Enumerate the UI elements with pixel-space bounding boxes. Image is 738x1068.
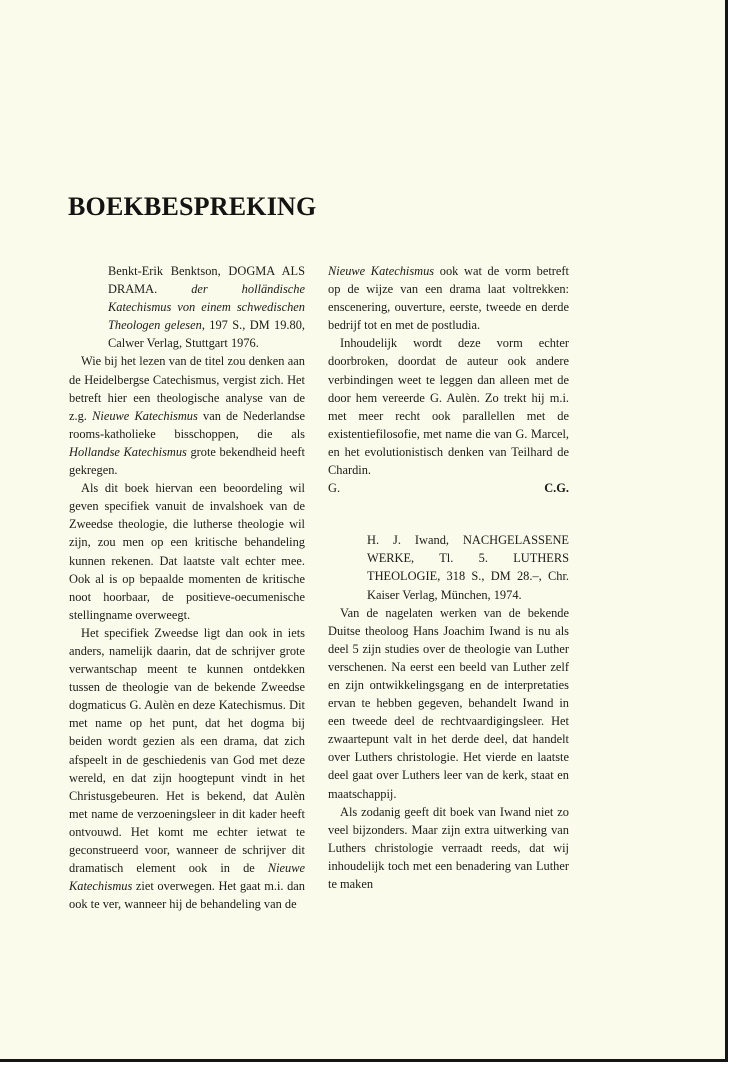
signature-right: C.G. <box>544 481 569 496</box>
review2-reference: H. J. Iwand, NACHGELASSENE WERKE, Tl. 5. LUTHERS THEOLOGIE, 318 S., DM 28.–, Chr. Kaiser Verlag, München, 1974. <box>367 533 569 602</box>
review2-paragraph-2: Als zodanig geeft dit boek van Iwand niet zo veel bijzonders. Maar zijn extra uitwerking van Luthers christologie verraadt reeds, dat wij inhoudelijk toch met een benadering van Luther te maken <box>328 804 569 891</box>
text-run: Het specifiek Zweedse ligt dan ook in iets anders, namelijk daarin, dat de schrijver grote verwantschap meent te kunnen ontdekken tussen de theologie van de bekende Zweedse dogmaticus G. Aulèn en deze Katechismus. Dit met name op het punt, dat het dogma bij beiden wordt gezien als een drama, dat zich afspeelt in de geschiedenis van God met deze wereld, en dat zijn hoogtepunt vindt in het Christusgebeuren. Het is bekend, dat Aulèn met name de verzoeningsleer in dit kader heeft ontvouwd. Het komt me echter ietwat te geconstrueerd voor, wanneer de schrijver dit dramatisch element ook in de <box>69 625 305 876</box>
review1-author: Benkt-Erik Benktson, <box>108 264 229 278</box>
review1-subtitle: der holländische Katechismus von einem schwedischen Theologen gelesen <box>108 282 306 333</box>
left-column <box>69 262 305 913</box>
review1-paragraph-2: Als dit boek hiervan een beoordeling wil geven specifiek vanuit de invalshoek van de Zweedse theologie, die lutherse theologie wil zijn, zou men op een kritische behandeling kunnen rekenen. Dat laatste valt echter mee. Ook al is op bepaalde momenten de kritische noot hoorbaar, de positieve-oecumenische stellingname overweegt. <box>69 481 305 622</box>
page-title: BOEKBESPREKING <box>68 192 317 221</box>
text-run: van de Nederlandse rooms-katholieke bisschoppen, die als <box>69 408 305 441</box>
text-run: ook wat de vorm betreft op de wijze van een drama laat voltrekken: enscenering, ouverture, eerste, tweede en derde bedrijf tot en met de postludia. <box>328 264 569 333</box>
review1-paragraph-3b <box>328 262 569 334</box>
review1-title: DOGMA ALS DRAMA. <box>108 264 305 297</box>
review1-paragraph-4: Inhoudelijk wordt deze vorm echter doorbroken, doordat de auteur ook andere verbindingen weet te leggen dan alleen met de door hem vereerde G. Aulèn. Zo trekt hij m.i. met meer recht ook parallellen met de existentiefilosofie, met name die van G. Marcel, en het evolutionistisch denken van Teilhard de Chardin. <box>328 336 569 478</box>
right-column <box>328 262 569 893</box>
review1-signature <box>328 479 569 497</box>
review1-paragraph-3a <box>69 624 305 914</box>
italic-run: Hollandse Katechismus <box>69 444 187 459</box>
review1-reference <box>108 262 305 352</box>
text-run: ziet overwegen. Het gaat m.i. dan ook te ver, wanneer hij de behandeling van de <box>69 879 305 912</box>
italic-run: Nieuwe Katechismus <box>69 861 305 894</box>
italic-run: Nieuwe Katechismus <box>328 264 435 278</box>
review2-paragraph-1: Van de nagelaten werken van de bekende Duitse theoloog Hans Joachim Iwand is nu als deel 5 zijn studies over de theologie van Luther verschenen. Na eerst een beeld van Luther zelf en zijn ontwikkelingsgang en de interpretaties ervan te hebben gegeven, behandelt Iwand in een tweede deel de rechtvaardigingsleer. Het zwaartepunt valt in het derde deel, dat handelt over Luthers christologie. Het vierde en laatste deel gaat over Luthers leer van de kerk, staat en maatschappij. <box>328 605 569 801</box>
text-run: grote bekendheid heeft gekregen. <box>69 444 305 478</box>
review1-paragraph-1 <box>69 352 305 479</box>
italic-run: Nieuwe Katechismus <box>92 408 198 423</box>
review1-details: , 197 S., DM 19.80, Calwer Verlag, Stuttgart 1976. <box>108 318 305 351</box>
signature-left: G. <box>328 481 341 496</box>
text-run: Wie bij het lezen van de titel zou denken aan de Heidelbergse Catechismus, vergist zich. Het betreft hier een theologische analyse van de z.g. <box>69 354 305 423</box>
